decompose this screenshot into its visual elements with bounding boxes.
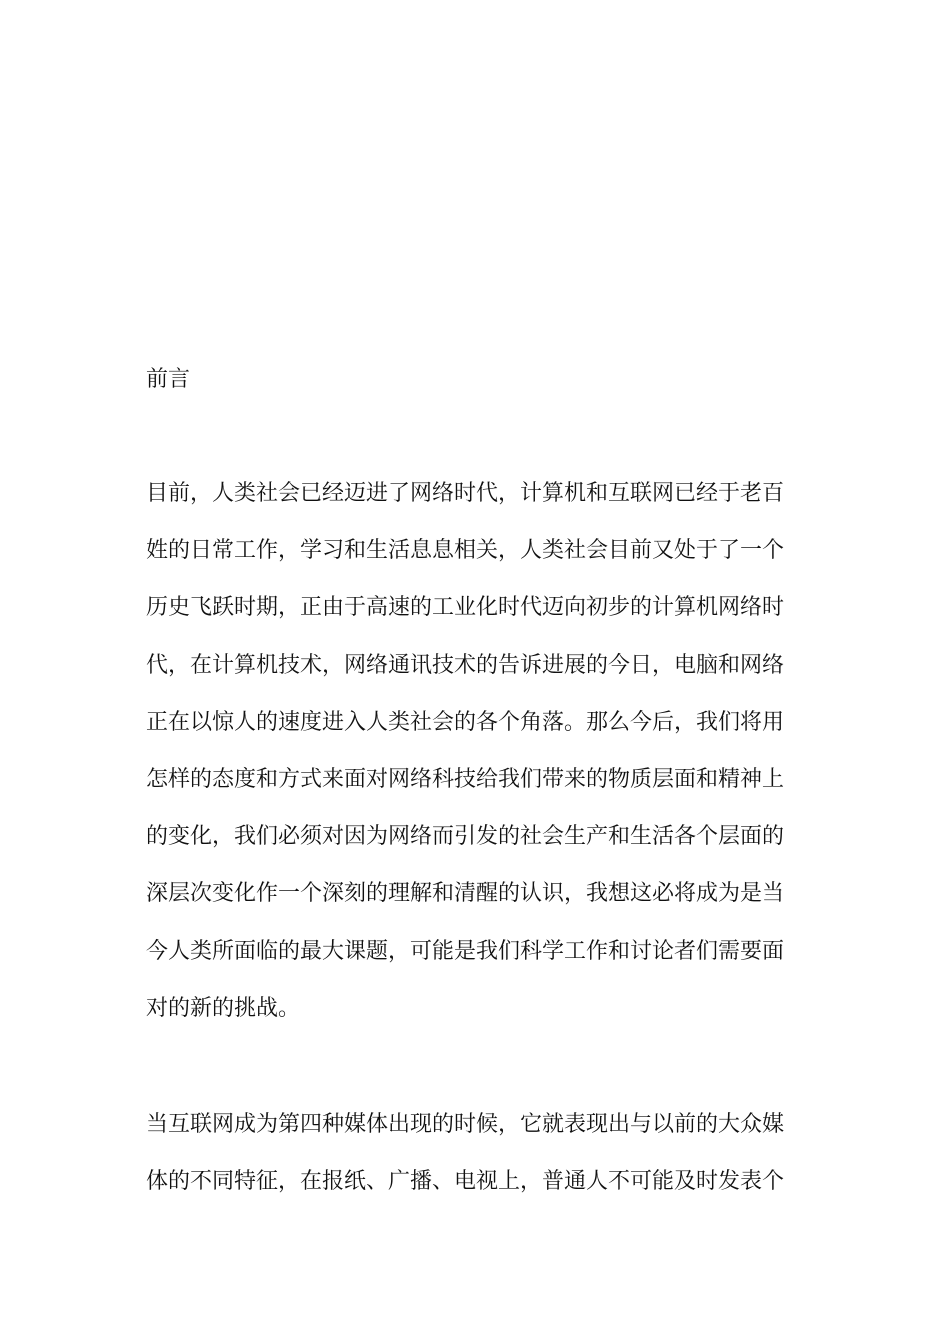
text-line: 今人类所面临的最大课题，可能是我们科学工作和讨论者们需要面	[146, 938, 785, 964]
text-line: 当互联网成为第四种媒体出现的时候，它就表现出与以前的大众媒	[146, 1112, 785, 1137]
text-line: 深层次变化作一个深刻的理解和清醒的认识，我想这必将成为是当	[146, 881, 785, 907]
text-line: 代，在计算机技术，网络通讯技术的告诉进展的今日，电脑和网络	[146, 652, 785, 678]
text-line: 历史飞跃时期，正由于高速的工业化时代迈向初步的计算机网络时	[146, 595, 785, 621]
paragraph-1	[146, 465, 808, 1037]
text-line: 目前，人类社会已经迈进了网络时代，计算机和互联网已经于老百	[146, 481, 785, 506]
section-heading: 前言	[146, 367, 191, 392]
text-line: 对的新的挑战。	[146, 995, 301, 1021]
text-line: 体的不同特征，在报纸、广播、电视上，普通人不可能及时发表个	[146, 1169, 785, 1195]
text-line: 怎样的态度和方式来面对网络科技给我们带来的物质层面和精神上	[146, 766, 785, 792]
text-line: 正在以惊人的速度进入人类社会的各个角落。那么今后，我们将用	[146, 709, 785, 735]
text-line: 的变化，我们必须对因为网络而引发的社会生产和生活各个层面的	[146, 824, 785, 850]
text-line: 姓的日常工作，学习和生活息息相关，人类社会目前又处于了一个	[146, 538, 785, 564]
paragraph-2	[146, 1096, 808, 1210]
